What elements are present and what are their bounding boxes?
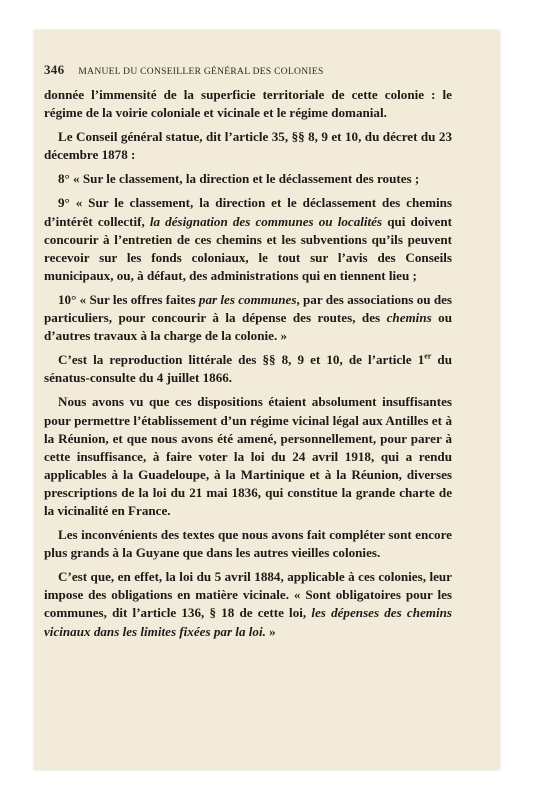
paragraph: [44, 170, 452, 188]
running-title: MANUEL DU CONSEILLER GÉNÉRAL DES COLONIES: [78, 67, 324, 77]
paragraph-text: du sénatus-consulte du 4 juillet 1866.: [44, 352, 453, 386]
paragraph: [44, 568, 452, 640]
paragraph: [44, 291, 452, 345]
italic-text: les dépenses des chemins vicinaux dans les limites fixées par la loi.: [44, 605, 452, 639]
paragraph-text: , par des associations ou des particuliers, pour concourir à la dépense des routes, des: [44, 291, 453, 326]
paragraph: [44, 86, 452, 122]
page-body: [44, 86, 452, 641]
paragraph: [44, 194, 452, 284]
paragraph-text: 10° « Sur les offres faites: [58, 291, 199, 307]
paragraph-text: 9° « Sur le classement, la direction et le déclassement des chemins d’intérêt collectif,: [44, 195, 452, 229]
italic-text: par les communes: [198, 291, 297, 307]
paragraph-text: Le Conseil général statue, dit l’article 35, §§ 8, 9 et 10, du décret du 23 décembre 1878 :: [44, 129, 452, 163]
paragraph: [44, 526, 452, 562]
paragraph-text: Les inconvénients des textes que nous avons fait compléter sont encore plus grands à la Guyane que dans les autres vieilles colonies.: [44, 527, 452, 561]
paragraph-text: C’est la reproduction littérale des §§ 8, 9 et 10, de l’article 1: [58, 352, 425, 368]
paragraph-text: 8° « Sur le classement, la direction et le déclassement des routes ;: [58, 171, 420, 187]
paragraph-text: donnée l’immensité de la superficie territoriale de cette colonie : le régime de la voirie coloniale et vicinale et le régime domanial.: [44, 87, 452, 121]
italic-text: chemins: [386, 310, 432, 326]
italic-text: la désignation des communes ou localités: [149, 213, 383, 229]
page-header: [44, 62, 452, 78]
superscript: er: [424, 351, 432, 361]
page-number: 346: [44, 62, 65, 77]
paragraph-text: Nous avons vu que ces dispositions étaient absolument insuffisantes pour permettre l’établissement d’un régime vicinal légal aux Antilles et à la Réunion, et que nous avons été amené, personnellement, pour parer à cette insuffisance, à faire voter la loi du 24 avril 1918, qui a rendu applicables à la Guadeloupe, à la Martinique et à la Réunion, diverses prescriptions de la loi du 21 mai 1836, qui constitue la grande charte de la vicinalité en France.: [44, 394, 452, 518]
paragraph: [44, 128, 452, 164]
paragraph-text: qui doivent concourir à l’entretien de ces chemins et les subventions qu’ils peuvent recevoir sur les fonds coloniaux, le tout sur l’avis des Conseils municipaux, ou, à défaut, des administrations qui en tiennent lieu ;: [44, 213, 452, 283]
paragraph: [44, 393, 452, 520]
paragraph-text: ou d’autres travaux à la charge de la colonie. »: [44, 310, 452, 344]
paragraph-text: »: [265, 623, 276, 639]
paragraph: [44, 351, 452, 387]
paragraph-text: C’est que, en effet, la loi du 5 avril 1884, applicable à ces colonies, leur impose des obligations en matière vicinale. « Sont obligatoires pour les communes, dit l’article 136, § 18 de cette loi,: [44, 569, 452, 621]
